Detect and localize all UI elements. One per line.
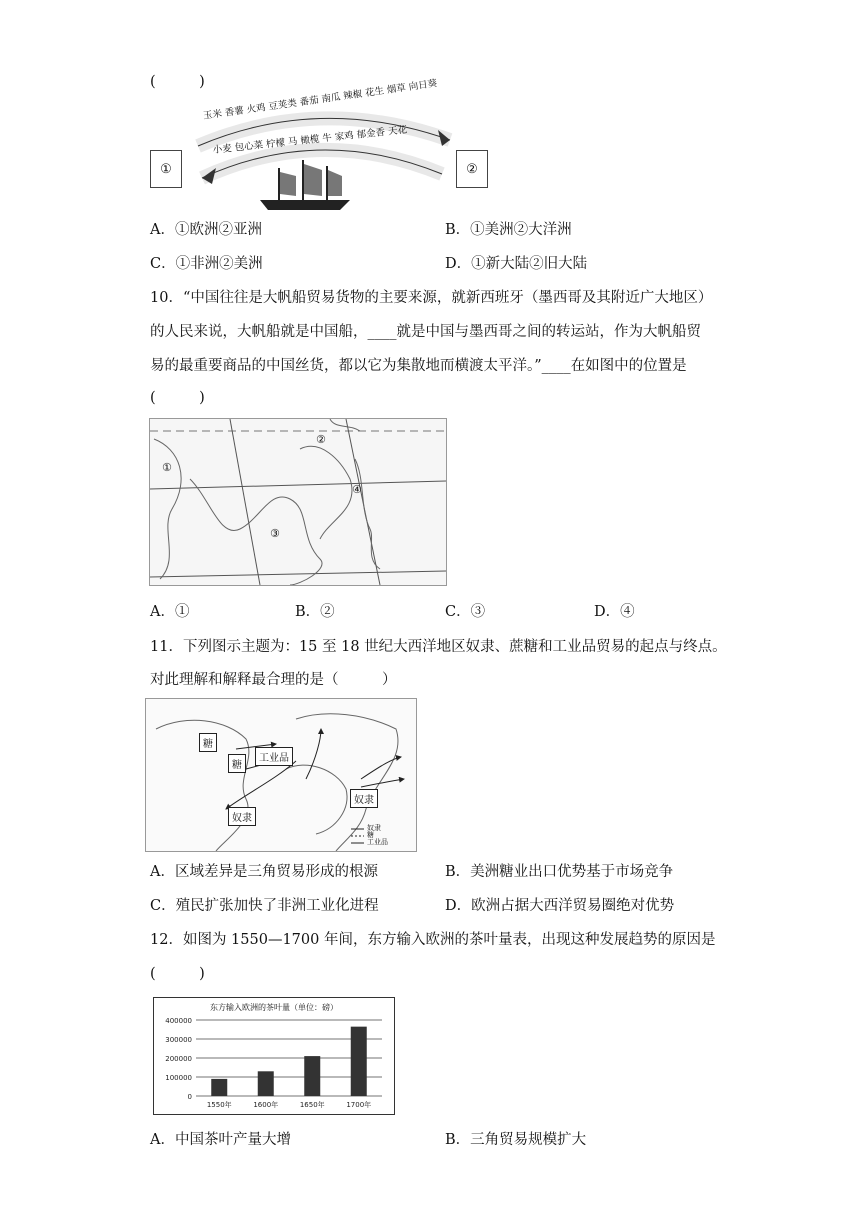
q11-map <box>145 698 417 852</box>
q10-marker-1: ① <box>162 461 172 474</box>
q11-line-2: 对此理解和解释最合理的是（ ） <box>150 672 397 688</box>
bar <box>211 1079 227 1096</box>
q10-marker-3: ③ <box>270 527 280 540</box>
q11-label-sugar-1: 糖 <box>199 733 217 752</box>
q9-box-2: ② <box>456 150 488 188</box>
q11-option-d[interactable]: D．欧洲占据大西洋贸易圈绝对优势 <box>445 898 675 914</box>
q11-label-industrial: 工业品 <box>255 747 293 766</box>
x-tick-label: 1700年 <box>346 1101 372 1109</box>
y-tick-label: 200000 <box>165 1055 192 1063</box>
q11-label-slave-1: 奴隶 <box>350 789 378 808</box>
q10-option-b[interactable]: B．② <box>295 604 335 620</box>
q9-figure <box>150 78 490 212</box>
q10-bracket: ( ) <box>150 390 205 406</box>
y-tick-label: 400000 <box>165 1017 192 1025</box>
q9-bracket: ( ) <box>150 74 205 90</box>
q12-line-1: 12．如图为 1550—1700 年间，东方输入欧洲的茶叶量表，出现这种发展趋势的原因是 <box>150 932 716 948</box>
q10-map-drawing <box>150 419 446 585</box>
q10-line-1: 10．“中国往往是大帆船贸易货物的主要来源，就新西班牙（墨西哥及其附近广大地区） <box>150 290 713 306</box>
q10-map <box>149 418 447 586</box>
q11-legend-industrial: 工业品 <box>367 838 388 846</box>
q10-marker-2: ② <box>316 433 326 446</box>
q11-legend-slave: 奴隶 <box>367 824 381 832</box>
q11-option-c[interactable]: C．殖民扩张加快了非洲工业化进程 <box>150 898 379 914</box>
q9-option-c[interactable]: C．①非洲②美洲 <box>150 256 263 272</box>
q11-legend-sugar: 糖 <box>367 831 374 839</box>
q12-option-a[interactable]: A．中国茶叶产量大增 <box>150 1132 291 1148</box>
x-tick-label: 1650年 <box>299 1101 325 1109</box>
q11-option-b[interactable]: B．美洲糖业出口优势基于市场竞争 <box>445 864 674 880</box>
x-tick-label: 1600年 <box>253 1101 279 1109</box>
q12-bracket: ( ) <box>150 966 205 982</box>
q11-line-1: 11．下列图示主题为：15 至 18 世纪大西洋地区奴隶、蔗糖和工业品贸易的起点与终点。 <box>150 639 727 655</box>
q11-label-sugar-2: 糖 <box>228 754 246 773</box>
q9-option-a[interactable]: A．①欧洲②亚洲 <box>150 222 262 238</box>
q10-option-d[interactable]: D．④ <box>594 604 635 620</box>
x-tick-label: 1550年 <box>206 1101 232 1109</box>
q10-line-3: 易的最重要商品的中国丝货，都以它为集散地而横渡太平洋。”____在如图中的位置是 <box>150 358 687 374</box>
q9-box-1: ① <box>150 150 182 188</box>
q11-option-a[interactable]: A．区域差异是三角贸易形成的根源 <box>150 864 378 880</box>
q9-option-b[interactable]: B．①美洲②大洋洲 <box>445 222 572 238</box>
y-tick-label: 100000 <box>165 1074 192 1082</box>
q12-chart <box>153 997 395 1115</box>
q10-marker-4: ④ <box>352 483 362 496</box>
q9-top-arc-text: 玉米 香薯 火鸡 豆荚类 番茄 南瓜 辣椒 花生 烟草 向日葵 <box>202 78 438 122</box>
y-tick-label: 300000 <box>165 1036 192 1044</box>
chart-title: 东方输入欧洲的茶叶量（单位：磅） <box>210 1003 338 1012</box>
q12-option-b[interactable]: B．三角贸易规模扩大 <box>445 1132 587 1148</box>
q9-bottom-arc-text: 小麦 包心菜 柠檬 马 橄榄 牛 家鸡 郁金香 天花 <box>212 124 408 156</box>
q10-option-c[interactable]: C．③ <box>445 604 486 620</box>
q11-label-slave-2: 奴隶 <box>228 807 256 826</box>
q10-line-2: 的人民来说，大帆船就是中国船，____就是中国与墨西哥之间的转运站，作为大帆船贸 <box>150 324 701 340</box>
q9-option-d[interactable]: D．①新大陆②旧大陆 <box>445 256 588 272</box>
tea-bar-chart <box>154 998 394 1114</box>
bar <box>304 1056 320 1096</box>
q10-option-a[interactable]: A．① <box>150 604 190 620</box>
y-tick-label: 0 <box>187 1093 192 1101</box>
ship-icon <box>260 160 350 210</box>
bar <box>258 1071 274 1096</box>
bar <box>351 1027 367 1096</box>
q9-arrows <box>150 100 490 212</box>
